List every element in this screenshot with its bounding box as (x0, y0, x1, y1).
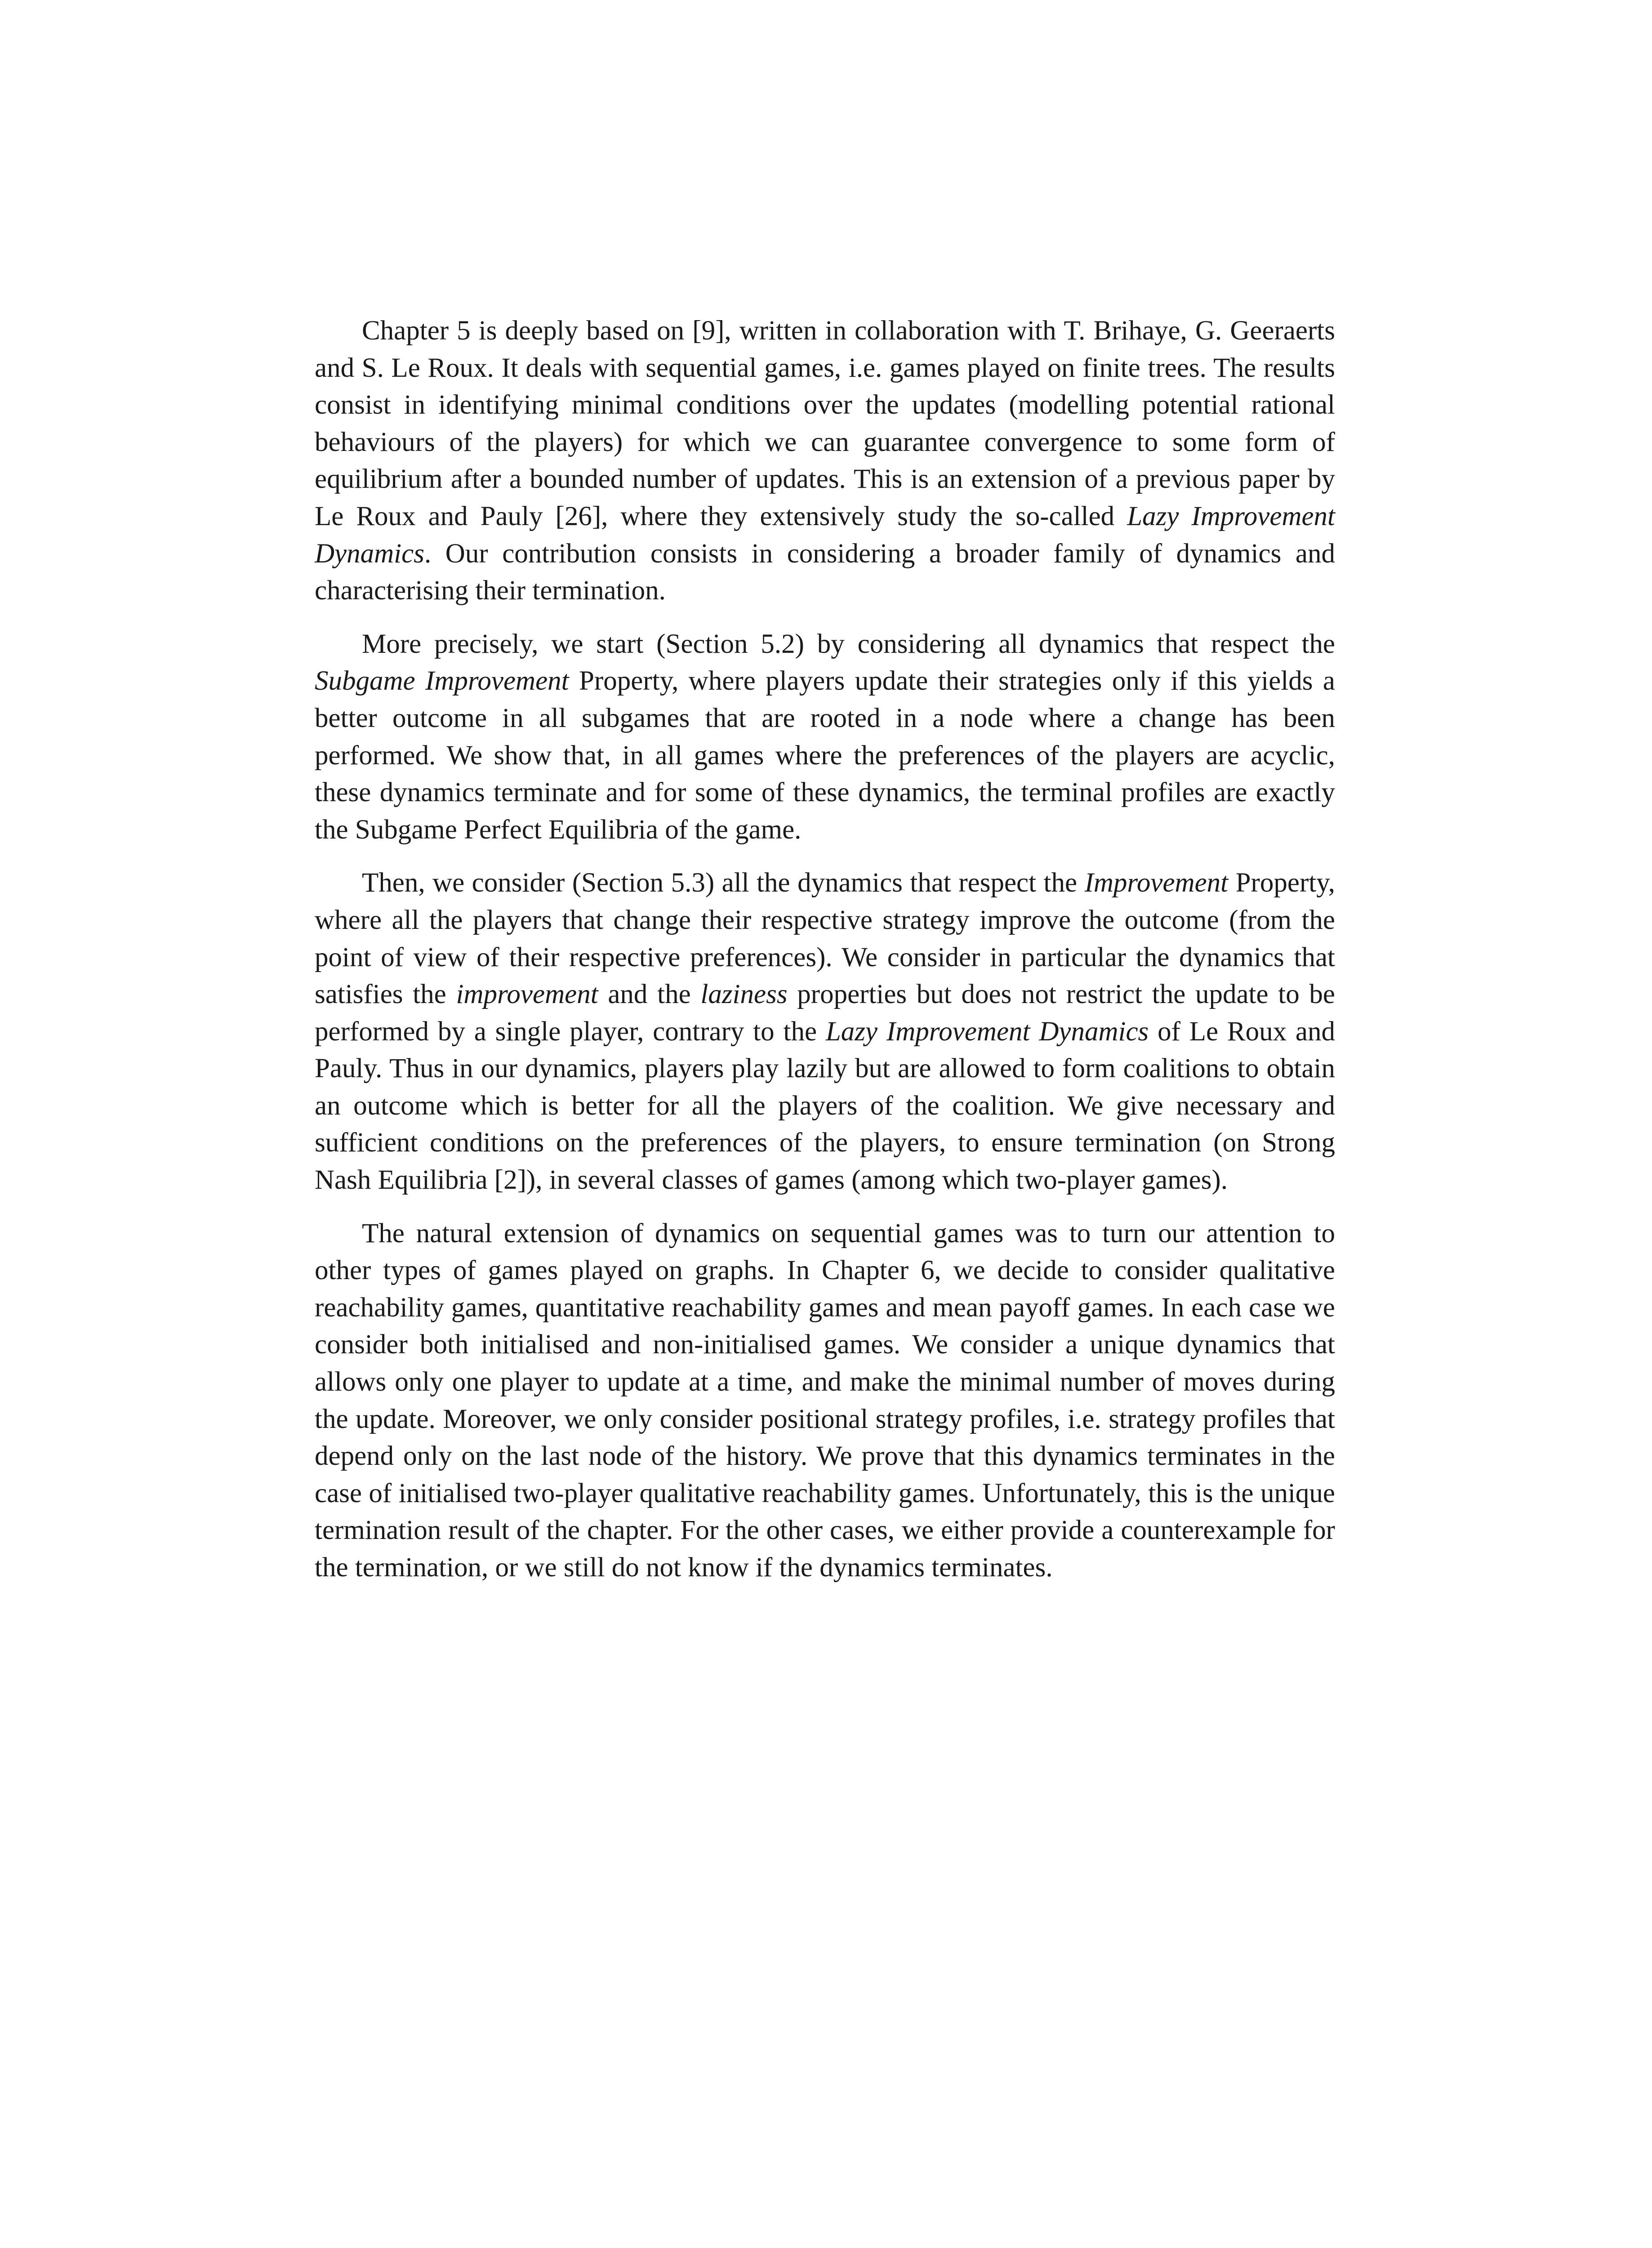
paragraph-chapter-5-summary (315, 312, 1335, 610)
paragraph-section-5-3 (315, 865, 1335, 1199)
text-run: More precisely, we start (Section 5.2) by considering all dynamics that respect the (362, 629, 1335, 659)
text-run-italic: Lazy Improvement Dynamics (315, 501, 1335, 569)
text-run: of Le Roux and Pauly. Thus in our dynamics, players play lazily but are allowed to form coalitions to obtain an outcome which is better for all the players of the coalition. We give necessary and sufficient conditions on the preferences of the players, to ensure termination (on Strong Nash Equilibria [2]), in several classes of games (among which two-player games). (315, 1016, 1335, 1195)
page-body (315, 312, 1335, 1603)
text-run-italic: improvement (456, 979, 598, 1010)
text-run: The natural extension of dynamics on sequential games was to turn our attention to other types of games played on graphs. In Chapter 6, we decide to consider qualitative reachability games, quantitative reachability games and mean payoff games. In each case we consider both initialised and non-initialised games. We consider a unique dynamics that allows only one player to update at a time, and make the minimal number of moves during the update. Moreover, we only consider positional strategy profiles, i.e. strategy profiles that depend only on the last node of the history. We prove that this dynamics terminates in the case of initialised two-player qualitative reachability games. Unfortunately, this is the unique termination result of the chapter. For the other cases, we either provide a counterexample for the termination, or we still do not know if the dynamics terminates. (315, 1218, 1335, 1583)
text-run-italic: Subgame Improvement (315, 666, 569, 696)
text-run: Property, where players update their strategies only if this yields a better outcome in all subgames that are rooted in a node where a change has been performed. We show that, in all games where the preferences of the players are acyclic, these dynamics terminate and for some of these dynamics, the terminal profiles are exactly the Subgame Perfect Equilibria of the game. (315, 666, 1335, 845)
text-run: properties but does not restrict the update to be performed by a single player, contrary to the (315, 979, 1336, 1047)
text-run: Property, where all the players that change their respective strategy improve the outcome (from the point of view of their respective preferences). We consider in particular the dynamics that satisfies the (315, 868, 1335, 1010)
text-run: and the (598, 979, 701, 1010)
paragraph-chapter-6-summary (315, 1215, 1335, 1587)
text-run-italic: laziness (700, 979, 788, 1010)
text-run-italic: Lazy Improvement Dynamics (825, 1016, 1149, 1047)
text-run: Then, we consider (Section 5.3) all the dynamics that respect the (362, 868, 1085, 898)
paragraph-section-5-2 (315, 626, 1335, 849)
text-run-italic: Improvement (1084, 868, 1229, 898)
text-run: . Our contribution consists in considering a broader family of dynamics and characterising their termination. (315, 538, 1335, 606)
text-run: Chapter 5 is deeply based on [9], written in collaboration with T. Brihaye, G. Geeraerts and S. Le Roux. It deals with sequential games, i.e. games played on finite trees. The results consist in identifying minimal conditions over the updates (modelling potential rational behaviours of the players) for which we can guarantee convergence to some form of equilibrium after a bounded number of updates. This is an extension of a previous paper by Le Roux and Pauly [26], where they extensively study the so-called (315, 316, 1335, 531)
